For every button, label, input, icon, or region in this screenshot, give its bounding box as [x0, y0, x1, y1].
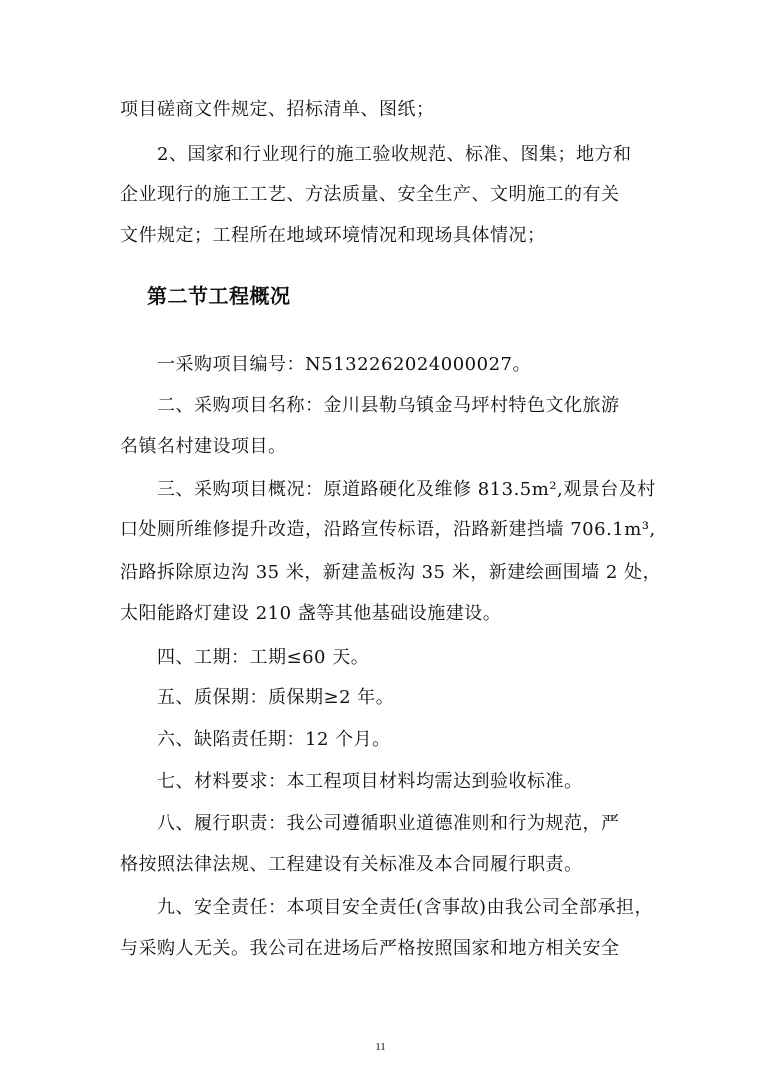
- paragraph-line: 沿路拆除原边沟 35 米，新建盖板沟 35 米，新建绘画围墙 2 处，: [120, 562, 662, 583]
- paragraph-line: 一采购项目编号：N5132262024000027。: [157, 354, 531, 375]
- paragraph-line: 2、国家和行业现行的施工验收规范、标准、图集；地方和: [157, 144, 632, 165]
- paragraph-line: 五、质保期：质保期≥2 年。: [157, 687, 395, 708]
- paragraph-line: 六、缺陷责任期：12 个月。: [157, 729, 391, 750]
- paragraph-line: 企业现行的施工工艺、方法质量、安全生产、文明施工的有关: [120, 184, 620, 205]
- page-number: 11: [375, 1041, 386, 1053]
- section-title: 第二节工程概况: [147, 284, 291, 308]
- paragraph-line: 与采购人无关。我公司在进场后严格按照国家和地方相关安全: [120, 938, 620, 959]
- paragraph-line: 四、工期：工期≤60 天。: [157, 647, 370, 668]
- paragraph-line: 口处厕所维修提升改造，沿路宣传标语，沿路新建挡墙 706.1m³,: [120, 519, 656, 540]
- paragraph-line: 九、安全责任：本项目安全责任(含事故)由我公司全部承担，: [157, 897, 654, 918]
- paragraph-line: 太阳能路灯建设 210 盏等其他基础设施建设。: [120, 603, 502, 624]
- paragraph-line: 文件规定；工程所在地域环境情况和现场具体情况；: [120, 225, 546, 246]
- paragraph-line: 名镇名村建设项目。: [120, 436, 287, 457]
- paragraph-line: 格按照法律法规、工程建设有关标准及本合同履行职责。: [120, 854, 583, 875]
- paragraph-line: 项目磋商文件规定、招标清单、图纸；: [120, 99, 435, 120]
- paragraph-line: 八、履行职责：我公司遵循职业道德准则和行为规范，严: [157, 813, 620, 834]
- paragraph-line: 七、材料要求：本工程项目材料均需达到验收标准。: [157, 771, 583, 792]
- paragraph-line: 二、采购项目名称：金川县勒乌镇金马坪村特色文化旅游: [157, 395, 620, 416]
- paragraph-line: 三、采购项目概况：原道路硬化及维修 813.5m²,观景台及村: [157, 479, 656, 500]
